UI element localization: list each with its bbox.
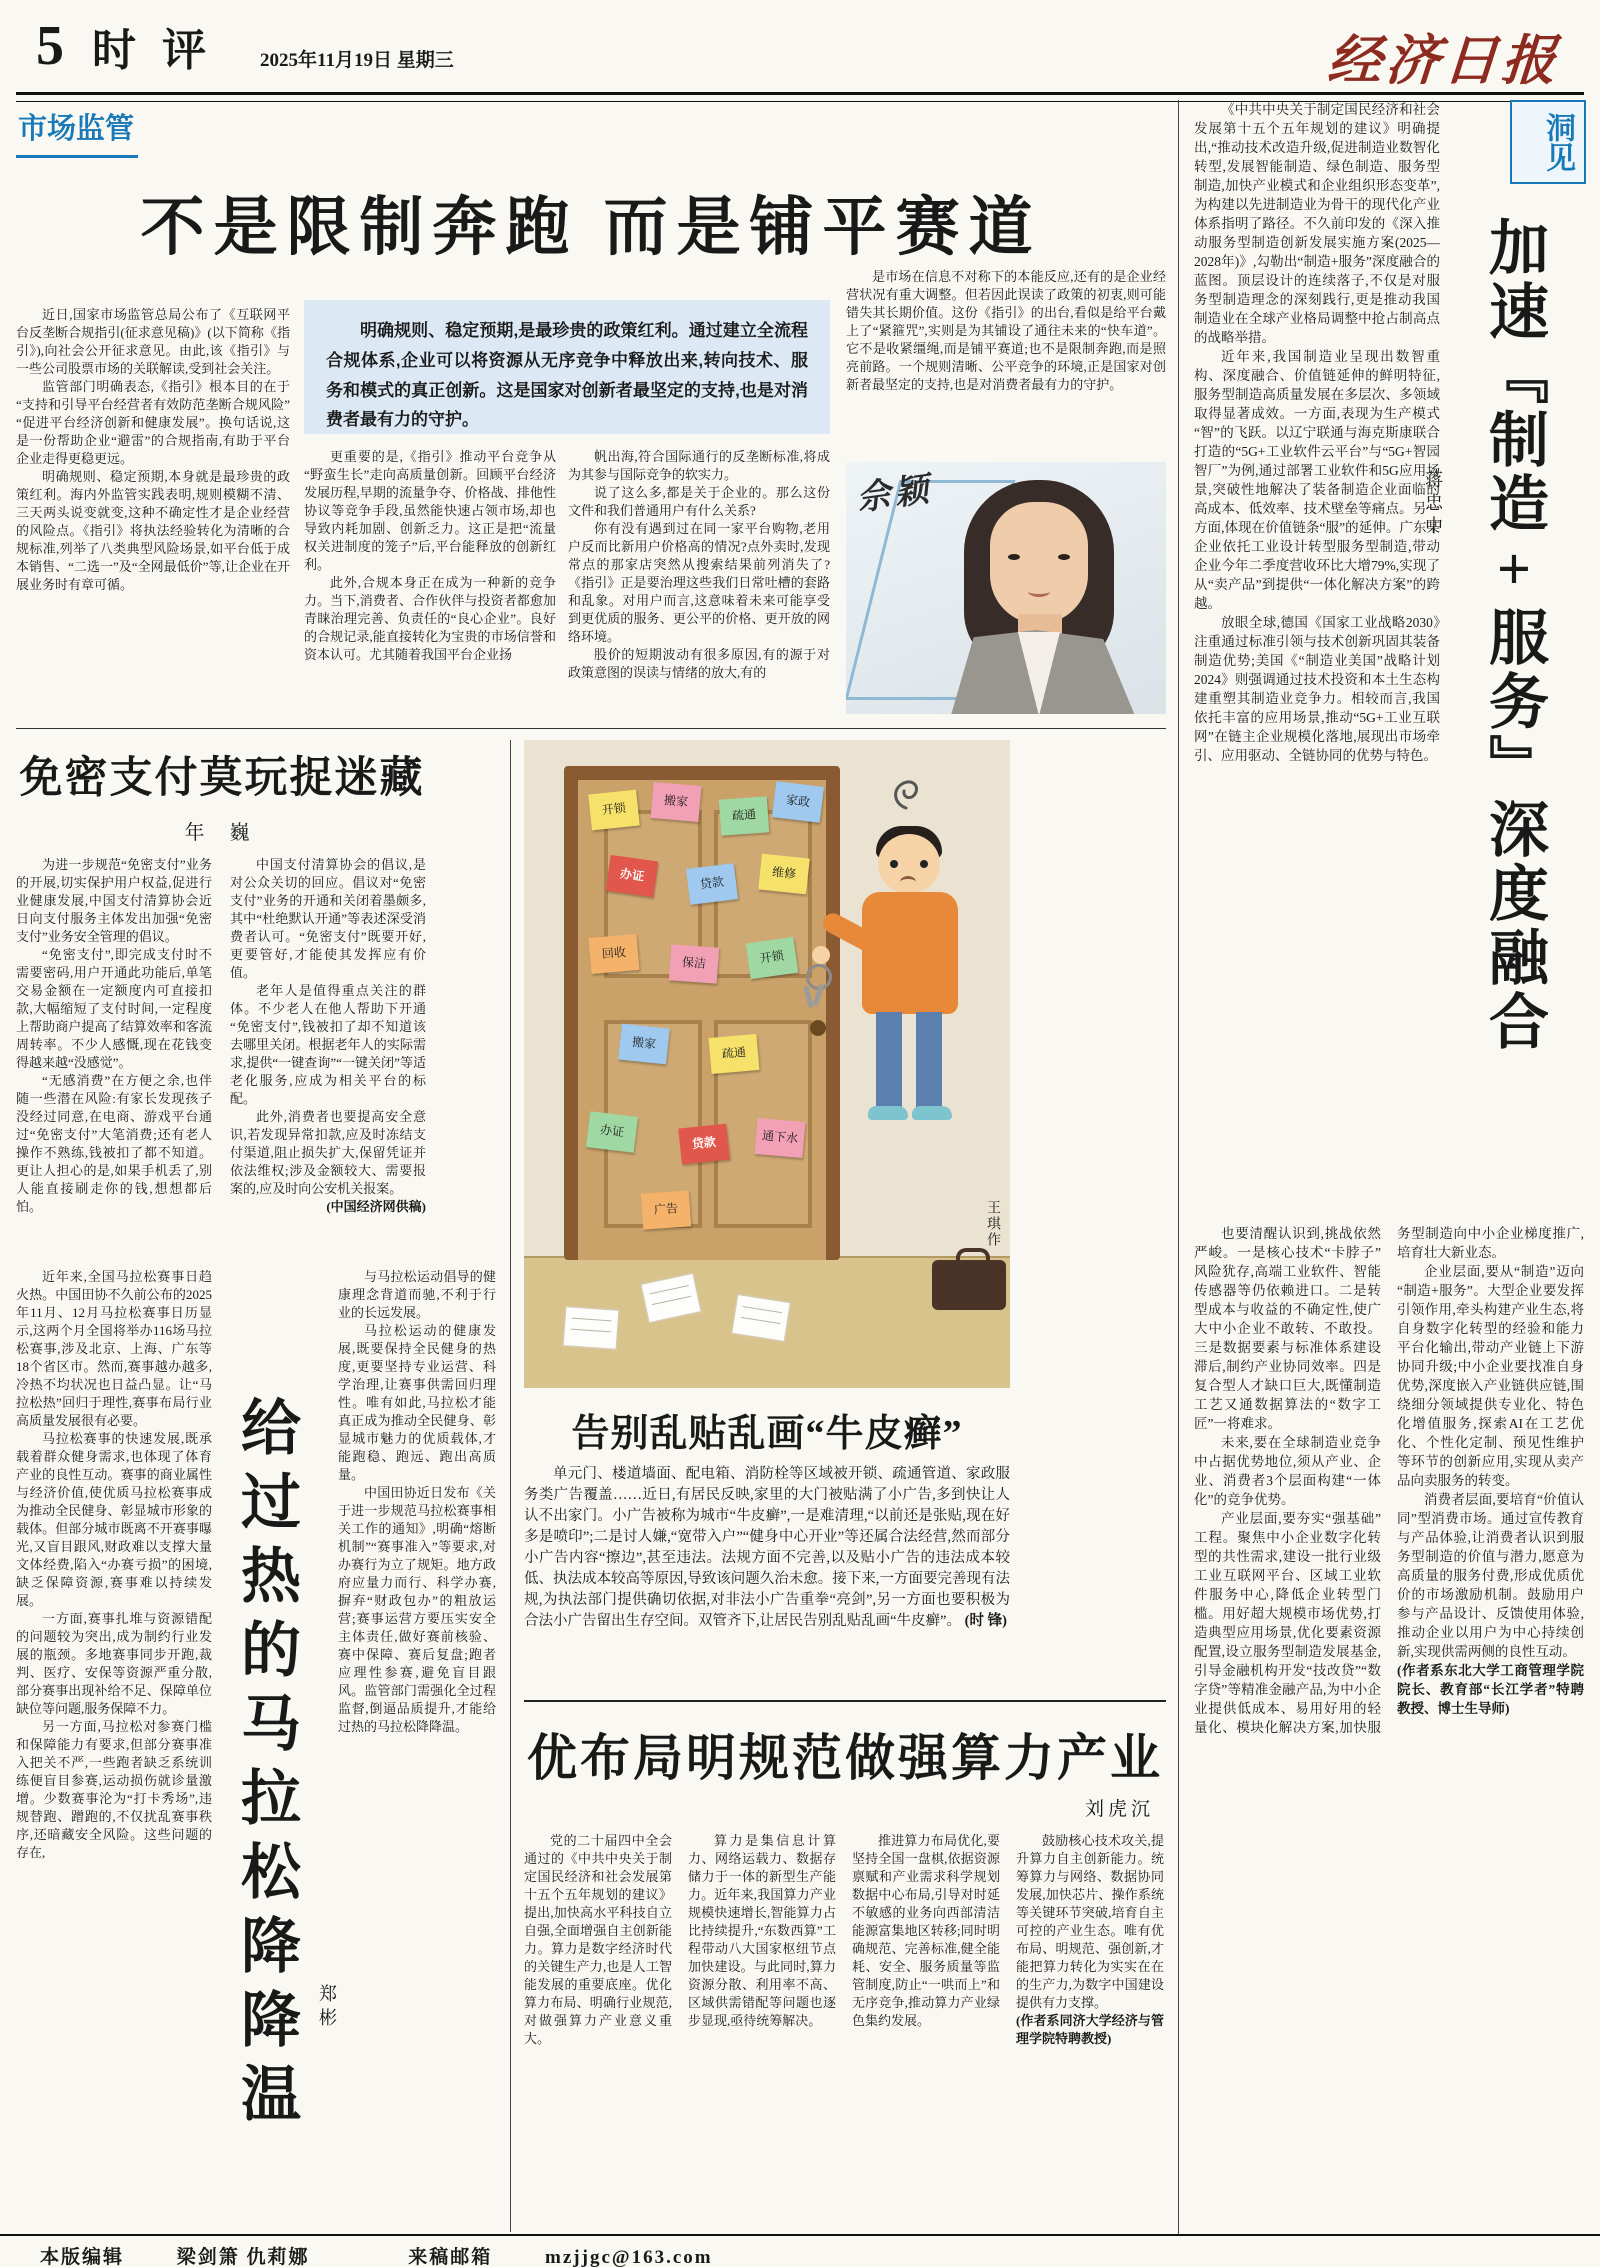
man-shoe xyxy=(868,1106,908,1120)
paragraph: 马拉松运动的健康发展,既要保持全民健身的热度,更要坚持专业运营、科学治理,让赛事供需回归理性。唯有如此,马拉松才能真正成为推动全民健身、彰显城市魅力的优质载体,才能跑稳、跑远、跑出高质量。 xyxy=(338,1323,496,1482)
confusion-squiggle xyxy=(884,768,928,812)
paragraph: 未来,要在全球制造业竞争中占据优势地位,须从产业、企业、消费者3个层面构建“一体化”的竞争优势。 xyxy=(1194,1435,1381,1507)
man-leg xyxy=(916,1012,942,1108)
footer-rule xyxy=(0,2234,1600,2236)
paragraph: 明确规则、稳定预期,本身就是最珍贵的政策红利。海内外监管实践表明,规则模糊不清、三天两头说变就变,这种不确定性才是企业经营的风险点。《指引》将执法经验转化为清晰的合规标准,列举了八类典型风险场景,如平台低于成本销售、“二选一”及“全网最低价”等,让企业在开展业务时有章可循。 xyxy=(16,469,290,592)
portrait-face xyxy=(990,502,1088,624)
caption-body xyxy=(524,1464,1010,1684)
paragraph: 另一方面,马拉松对参赛门槛和保障能力有要求,但部分赛事准入把关不严,一些跑者缺乏系统训练便盲目参赛,运动损伤就诊量激增。少数赛事沦为“打卡秀场”,违规替跑、蹭跑的,不仅扰乱赛事秩序,还暗藏安全风险。这些问题的存在, xyxy=(16,1719,212,1860)
lead-column-2 xyxy=(304,448,556,720)
paragraph: 企业层面,要从“制造”迈向“制造+服务”。大型企业要发挥引领作用,牵头构建产业生态,将自身数字化转型的经验和能力平台化输出,带动产业链上下游协同升级;中小企业要找准自身优势,深度嵌入产业链供应链,围绕细分领域提供专业化、特色化增值服务,探索AI在工艺优化、个性化定制、预见性维护等环节的创新应用,实现从卖产品向卖服务的转变。 xyxy=(1397,1264,1584,1488)
editor-label: 本版编辑 xyxy=(40,2247,125,2267)
insight-byline: 蒋忠中 xyxy=(1423,470,1443,539)
masthead-logo: 经济日报 xyxy=(1325,31,1562,91)
paragraph: 马拉松赛事的快速发展,既承载着群众健身需求,也体现了体育产业的良性互动。赛事的商业属性与经济价值,使优质马拉松赛事成为推动全民健身、彰显城市形象的载体。但部分城市既离不开赛事曝光,又盲目跟风,财政难以支撑大量文体经费,陷入“办赛亏损”的困境,缺乏保障资源,赛事难以持续发展。 xyxy=(16,1431,212,1608)
middle-vertical-rule xyxy=(510,740,511,2232)
caption-credit: (时 锋) xyxy=(964,1613,1007,1629)
computing-column-4 xyxy=(1016,1832,1164,2232)
paragraph: 推进算力布局优化,要坚持全国一盘棋,依据资源禀赋和产业需求科学规划数据中心布局,引导对时延不敏感的业务向西部清洁能源富集地区转移;同时明确规范、完善标准,健全能耗、安全、服务质量等监管制度,防止“一哄而上”和无序竞争,推动算力产业绿色集约发展。 xyxy=(852,1833,1000,2028)
paragraph: 《中共中央关于制定国民经济和社会发展第十五个五年规划的建议》明确提出,“推动技术改造升级,促进制造业数智化转型,发展智能制造、绿色制造、服务型制造,加快产业模式和企业组织形态变革”,为构建以先进制造业为骨干的现代化产业体系指明了路径。不久前印发的《深入推动服务型制造创新发展实施方案(2025—2028年)》,勾勒出“制造+服务”深度融合的蓝图。顶层设计的连续落子,不仅是对服务型制造理念的深刻践行,更是推动我国制造业在全球产业格局调整中抢占制高点的战略举措。 xyxy=(1194,102,1440,345)
insight-column-top xyxy=(1194,100,1440,1210)
sticky-note: 搬家 xyxy=(618,1024,670,1065)
sticky-note: 疏通 xyxy=(719,796,769,835)
sticky-note: 办证 xyxy=(586,1111,638,1153)
author-signature: 佘颖 xyxy=(854,470,935,519)
paragraph: 党的二十届四中全会通过的《中共中央关于制定国民经济和社会发展第十五个五年规划的建议》提出,加快高水平科技自立自强,全面增强自主创新能力。算力是数字经济时代的关键生产力,也是人工智能发展的重要底座。优化算力布局、明确行业规范,对做强算力产业意义重大。 xyxy=(524,1833,672,2046)
cartoon-artist-signature: 王琪作 xyxy=(985,1200,1000,1248)
caption-text: 单元门、楼道墙面、配电箱、消防栓等区域被开锁、疏通管道、家政服务类广告覆盖……近日,有居民反映,家里的大门被贴满了小广告,多到快让人认不出家门。小广告被称为城市“牛皮癣”,一是难清理,“以前还是张贴,现在好多是喷印”;二是讨人嫌,“宽带入户”“健身中心开业”等还属合法经营,然而部分小广告内容“擦边”,甚至违法。法规方面不完善,以及贴小广告的违法成本较低、执法成本较高等原因,导致该问题久治未愈。接下来,一方面要完善现有法规,为执法部门提供确切依据,对非法小广告重拳“亮剑”,另一方面也要积极为合法小广告留出生存空间。双管齐下,让居民告别乱贴乱画“牛皮癣”。 xyxy=(524,1466,1010,1629)
paragraph: 也要清醒认识到,挑战依然严峻。一是核心技术“卡脖子”风险犹存,高端工业软件、智能传感器等仍依赖进口。二是转型成本与收益的不确定性,使广大中小企业不敢转、不敢投。三是数据要素与标准体系建设滞后,制约产业协同效率。四是复合型人才缺口巨大,既懂制造工艺又通数据算法的“数字工匠”一将难求。 xyxy=(1194,1226,1381,1431)
section-kicker: 市场监管 xyxy=(16,106,138,158)
sticky-note: 回收 xyxy=(589,934,640,974)
paragraph: 鼓励核心技术攻关,提升算力自主创新能力。统筹算力与网络、数据协同发展,加快芯片、操作系统等关键环节突破,培育自主可控的产业生态。唯有优布局、明规范、强创新,才能把算力转化为实实在在的生产力,为数字中国建设提供有力支撑。 xyxy=(1016,1833,1164,2010)
payment-headline: 免密支付莫玩捉迷藏 xyxy=(19,755,425,802)
computing-byline: 刘虎沉 xyxy=(1084,1799,1154,1820)
paragraph: 放眼全球,德国《国家工业战略2030》注重通过标准引领与技术创新巩固其装备制造优势;美国《“制造业美国”战略计划2024》则强调通过技术投资和本土生态构建重塑其制造业竞争力。相较而言,我国依托丰富的应用场景,推动“5G+工业互联网”在链主企业规模化落地,展现出市场牵引、应用驱动、全链协同的优势与特色。 xyxy=(1194,615,1440,763)
paragraph: 近日,国家市场监管总局公布了《互联网平台反垄断合规指引(征求意见稿)》(以下简称《指引》),向社会公开征求意见。由此,该《指引》与一些公司股票市场的关联解读,受到社会关注。 xyxy=(16,307,290,376)
highlight-text: 明确规则、稳定预期,是最珍贵的政策红利。通过建立全流程合规体系,企业可以将资源从无序竞争中释放出来,转向技术、服务和模式的真正创新。这是国家对创新者最坚定的支持,也是对消费者最有力的守护。 xyxy=(326,321,808,430)
sticky-note: 家政 xyxy=(772,781,824,823)
right-vertical-rule xyxy=(1178,100,1179,2234)
paragraph: 近年来,全国马拉松赛事日趋火热。中国田协不久前公布的2025年11月、12月马拉松赛事日历显示,这两个月全国将举办116场马拉松赛事,涉及北京、上海、广东等18个省区市。然而,赛事越办越多,冷热不均状况也日益凸显。让“马拉松热”回归于理性,赛事布局行业高质量发展很有必要。 xyxy=(16,1269,212,1428)
paragraph: 一方面,赛事扎堆与资源错配的问题较为突出,成为制约行业发展的瓶颈。多地赛事同步开跑,裁判、医疗、安保等资源严重分散,部分赛事出现补给不足、保障单位缺位等问题,服务保障不力。 xyxy=(16,1611,212,1716)
payment-column-2 xyxy=(230,856,426,1248)
door-knob xyxy=(810,1020,826,1036)
computing-footnote: (作者系同济大学经济与管理学院特聘教授) xyxy=(1016,2013,1164,2046)
sticky-note: 办证 xyxy=(606,855,659,897)
paragraph: 更重要的是,《指引》推动平台竞争从“野蛮生长”走向高质量创新。回顾平台经济发展历程,早期的流量争夺、价格战、排他性协议等竞争手段,虽然能快速占领市场,却也导致内耗加剧、创新乏力。这正是把“流量权关进制度的笼子”后,平台能释放的创新红利。 xyxy=(304,449,556,572)
man-leg xyxy=(876,1012,902,1108)
computing-column-1 xyxy=(524,1832,672,2232)
paragraph: 监管部门明确表态,《指引》根本目的在于“支持和引导平台经营者有效防范垄断合规风险”“促进平台经济创新和健康发展”。换句话说,这是一份帮助企业“避雷”的合规指南,有助于平台企业走得更稳更远。 xyxy=(16,379,290,466)
lead-column-1 xyxy=(16,306,290,720)
highlight-box xyxy=(304,300,830,434)
payment-column-1 xyxy=(16,856,212,1248)
caption-headline: 告别乱贴乱画“牛皮癣” xyxy=(571,1413,963,1455)
paragraph: 与马拉松运动倡导的健康理念背道而驰,不利于行业的长远发展。 xyxy=(338,1269,496,1320)
editorial-cartoon xyxy=(524,740,1010,1388)
insight-headline: 加速『制造+服务』深度融合 xyxy=(1481,216,1547,1054)
payment-credit: (中国经济网供稿) xyxy=(326,1199,426,1214)
lead-headline: 不是限制奔跑 而是铺平赛道 xyxy=(140,192,1042,263)
dateline: 2025年11月19日 星期三 xyxy=(260,50,454,71)
marathon-byline: 郑彬 xyxy=(317,1984,337,2032)
paragraph: 你有没有遇到过在同一家平台购物,老用户反而比新用户价格高的情况?点外卖时,发现常点的那家店突然从搜索结果前列消失了?《指引》正是要治理这些我们日常吐槽的套路和乱象。对用户而言,这意味着未来可能享受到更优质的服务、更公平的价格、更开放的网络环境。 xyxy=(568,521,830,644)
page-number: 5 xyxy=(36,15,64,77)
paragraph: 消费者层面,要培育“价值认同”型消费市场。通过宣传教育与产品体验,让消费者认识到服务型制造的价值与潜力,愿意为高质量的服务付费,形成优质优价的市场激励机制。鼓励用户参与产品设计、反馈使用体验,推动企业以用户为中心持续创新,实现供需两侧的良性互动。 xyxy=(1397,1492,1584,1659)
man-hand xyxy=(812,946,830,964)
paragraph: 算力是集信息计算力、网络运载力、数据存储力于一体的新型生产能力。近年来,我国算力产业规模快速增长,智能算力占比持续提升,“东数西算”工程带动八大国家枢纽节点加快建设。与此同时,算力资源分散、利用率不高、区域供需错配等问题也逐步显现,亟待统筹解决。 xyxy=(688,1833,836,2028)
section-title: 时评 xyxy=(92,26,232,75)
insight-footnote: (作者系东北大学工商管理学院院长、教育部“长江学者”特聘教授、博士生导师) xyxy=(1397,1663,1584,1716)
scattered-paper xyxy=(731,1294,791,1342)
sticky-note: 开锁 xyxy=(588,790,640,831)
sticky-note: 搬家 xyxy=(651,782,702,822)
paragraph: 老年人是值得重点关注的群体。不少老人在他人帮助下开通“免密支付”,钱被扣了却不知道该去哪里关闭。根据老年人的实际需求,提供“一键查询”“一键关闭”等适老化服务,应成为相关平台的标配。 xyxy=(230,983,426,1106)
lead-column-3 xyxy=(568,448,830,720)
payment-byline: 年 巍 xyxy=(184,822,260,844)
paragraph: “免密支付”,即完成支付时不需要密码,用户开通此功能后,单笔交易金额在一定额度内可直接扣款,大幅缩短了支付时间,一定程度上帮助商户提高了结算效率和客流周转率。不少人感慨,现在花钱变得越来越“没感觉”。 xyxy=(16,947,212,1070)
computing-headline: 优布局明规范做强算力产业 xyxy=(527,1730,1163,1786)
paragraph: 产业层面,要夯实“强基础”工程。聚焦中小企业数字化转型的共性需求,建设一批行业级工业互联网平台、区域工业软件服务中心,降低企业转型门槛。用好超大规模市场优势,打造典型应用场景,优化要素资源配置,设立服务型制造发展基金,引导金融机构开发“技改贷”“数字贷”等精准金融产品,为中小企业提供低成本、易用好用的轻量化、模块化解决方案,加快服务型制造向中小企业梯度推广,培育壮大新业态。 xyxy=(1194,1226,1584,1735)
marathon-headline-strip xyxy=(222,1316,310,2216)
paragraph: 帆出海,符合国际通行的反垄断标准,将成为其参与国际竞争的软实力。 xyxy=(568,449,830,482)
paragraph: 此外,消费者也要提高安全意识,若发现异常扣款,应及时冻结支付渠道,阻止损失扩大,保留凭证并依法维权;涉及金额较大、需要报案的,应及时向公安机关报案。 xyxy=(230,1109,426,1196)
mailbox-email: mzjjgc@163.com xyxy=(545,2247,713,2267)
paragraph: 说了这么多,都是关于企业的。那么这份文件和我们普通用户有什么关系? xyxy=(568,485,830,518)
sticky-note: 贷款 xyxy=(678,1124,730,1165)
paragraph: 此外,合规本身正在成为一种新的竞争力。当下,消费者、合作伙伴与投资者都愈加青睐治理完善、负责任的“良心企业”。良好的合规记录,能直接转化为宝贵的市场信誉和资本认可。尤其随着我国平台企业扬 xyxy=(304,575,556,662)
marathon-headline: 给过热的马拉松降降温 xyxy=(233,1396,299,2136)
paragraph: 是市场在信息不对称下的本能反应,还有的是企业经营状况有重大调整。但若因此误读了政策的初衷,则可能错失其长期价值。这份《指引》的出台,看似是给平台戴上了“紧箍咒”,实则是为其铺设了通往未来的“快车道”。它不是收紧缰绳,而是铺平赛道;也不是限制奔跑,而是照亮前路。一个规则清晰、公平竞争的环境,正是国家对创新者最坚定的支持,也是对消费者最有力的守护。 xyxy=(846,269,1166,392)
lead-bottom-rule xyxy=(16,728,1166,729)
editor-names: 梁剑箫 仇莉娜 xyxy=(176,2247,310,2267)
man-shoe xyxy=(912,1106,952,1120)
marathon-column-1 xyxy=(16,1268,212,2230)
lead-column-4 xyxy=(846,268,1166,456)
paragraph: “无感消费”在方便之余,也伴随一些潜在风险:有家长发现孩子没经过同意,在电商、游戏平台通过“免密支付”大笔消费;还有老人操作不熟练,钱被扣了都不知道。更让人担心的是,如果手机丢了,别人能直接刷走你的钱,想想都后怕。 xyxy=(16,1073,212,1214)
page-header xyxy=(36,14,454,78)
marathon-column-2 xyxy=(338,1268,496,2230)
page-footer xyxy=(40,2242,805,2267)
sticky-note: 广告 xyxy=(641,1190,691,1229)
sticky-note: 疏通 xyxy=(709,1034,760,1074)
sticky-note: 通下水 xyxy=(755,1118,806,1158)
paragraph: 中国田协近日发布《关于进一步规范马拉松赛事相关工作的通知》,明确“熔断机制”“赛事准入”等要求,对办赛行为立了规矩。地方政府应量力而行、科学办赛,摒弃“财政包办”的粗放运营;赛事运营方要压实安全主体责任,做好赛前核验、赛中保障、赛后复盘;跑者应理性参赛,避免盲目跟风。监管部门需强化全过程监督,倒逼品质提升,才能给过热的马拉松降降温。 xyxy=(338,1485,496,1734)
computing-column-3 xyxy=(852,1832,1000,2232)
sticky-note: 贷款 xyxy=(686,863,738,905)
paragraph: 为进一步规范“免密支付”业务的开展,切实保护用户权益,促进行业健康发展,中国支付清算协会近日向支付服务主体发出加强“免密支付”业务安全管理的倡议。 xyxy=(16,857,212,944)
briefcase xyxy=(932,1260,1006,1310)
paragraph: 中国支付清算协会的倡议,是对公众关切的回应。倡议对“免密支付”业务的开通和关闭着墨颇多,其中“杜绝默认开通”等表述深受消费者认可。“免密支付”既要开好,更要管好,才能使其发挥应有价值。 xyxy=(230,857,426,980)
insight-column-bottom xyxy=(1194,1224,1584,2232)
computing-column-2 xyxy=(688,1832,836,2232)
sticky-note: 保洁 xyxy=(669,944,719,983)
author-portrait-photo xyxy=(846,462,1166,714)
insight-badge: 洞见 xyxy=(1510,100,1586,184)
sticky-note: 开锁 xyxy=(746,937,799,979)
man-head xyxy=(878,834,940,894)
paragraph: 股价的短期波动有很多原因,有的源于对政策意图的误读与情绪的放大,有的 xyxy=(568,647,830,680)
sticky-note: 维修 xyxy=(758,854,810,895)
paragraph: 近年来,我国制造业呈现出数智重构、深度融合、价值链延伸的鲜明特征,服务型制造高质量发展在多层次、多领域取得显著成效。一方面,表现为生产模式“智”的飞跃。以辽宁联通与海克斯康联合打造的“5G+工业软件云平台”与“5G+智园智厂”为例,通过部署工业软件和5G应用场景,突破性地解决了装备制造企业面临的高成本、低效率、技术壁垒等痛点。另一方面,体现在价值链条“服”的延伸。广东某企业依托工业设计转型服务型制造,带动企业今年二季度营收环比大增79%,实现了从“卖产品”到提供“一体化解决方案”的跨越。 xyxy=(1194,349,1440,611)
scattered-paper xyxy=(563,1306,620,1350)
mailbox-label: 来稿邮箱 xyxy=(408,2247,493,2267)
insight-headline-strip xyxy=(1452,216,1576,1196)
computing-top-rule xyxy=(524,1700,1166,1702)
